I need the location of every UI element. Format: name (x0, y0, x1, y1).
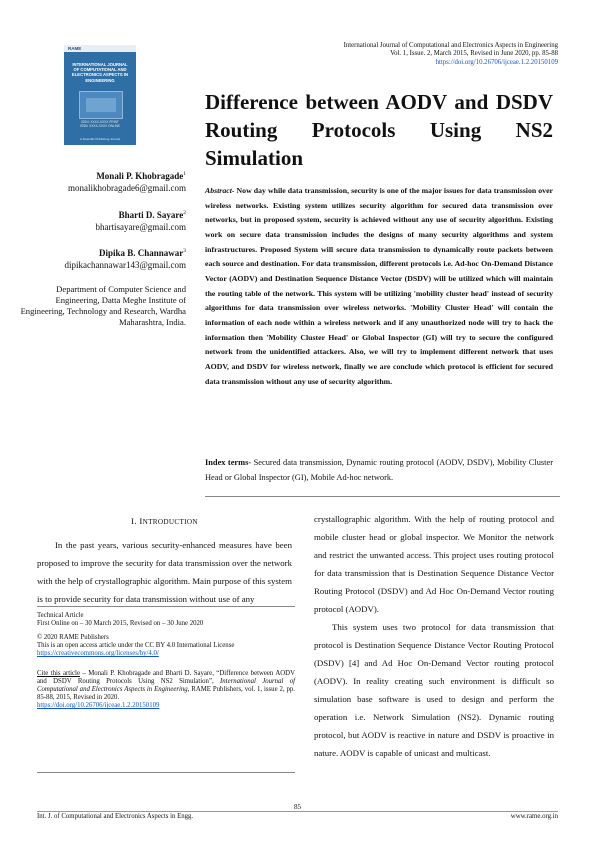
author-name: Dipika B. Channawar (98, 248, 184, 258)
article-type: Technical Article (37, 612, 84, 619)
author-1: Monali P. Khobragade$^1$ monalikhobragade6@gmail.com (67, 171, 186, 193)
footer-divider (37, 811, 558, 812)
citation: Cite this article – Monali P. Khobragade and Bharti D. Sayare, “Difference between AODV and DSDV Routing Protocols Using NS2 Simulation”, International Journal of Computational and Electronics Aspects in Engineering, RAME Publishers, vol. 1, issue 2, pp. 85-88, 2015, Revised in 2020. https://doi.org/10.26706/ijceae.1.2.20150109 (37, 670, 295, 709)
author-name: Monali P. Khobragade (96, 171, 184, 181)
author-affiliation: Department of Computer Science and Engineering, Datta Meghe Institute of Engineering, Technology and Research, Wardha Maharashtra, India. (20, 284, 186, 327)
author-name: Bharti D. Sayare (118, 210, 184, 220)
footnote-bottom-divider (37, 772, 295, 773)
footer-journal: Int. J. of Computational and Electronics Aspects in Engg. (37, 813, 194, 820)
footer-website-link[interactable]: www.rame.org.in (510, 813, 558, 820)
journal-volume: Vol. 1, Issue. 2, March 2015, Revised in June 2020, pp. 85-88 (390, 50, 558, 58)
abstract-label: Abstract- (205, 186, 235, 195)
page-number: 85 (294, 803, 301, 811)
paper-title: Difference between AODV and DSDV Routing Protocols Using NS2 Simulation (205, 90, 553, 170)
author-2: Bharti D. Sayare$^2$ bhartisayare@gmail.com (95, 210, 186, 232)
intro-paragraph: crystallographic algorithm. With the help of routing protocol and mobile cluster head or global inspector. We Monitor the network and restrict the unwanted access. This project uses routing protocol for data transmission that is Destination Sequence Distance Vector Routing Protocol (DSDV) and Ad Hoc On-Demand Vector routing protocol (AODV). (314, 514, 554, 614)
intro-right-column (314, 510, 554, 762)
intro-left-column (37, 536, 292, 608)
publisher-logo: RAME (68, 46, 82, 51)
cover-title: INTERNATIONAL JOURNAL OF COMPUTATIONAL AND ELECTRONICS ASPECTS IN ENGINEERING (71, 62, 129, 83)
journal-header (258, 42, 558, 67)
abstract-text: Now day while data transmission, security is one of the major issues for data transmission over wireless networks. Existing system utilizes security algorithm for secured data transmission over networks, but in proposed system, security is achieved without any use of security algorithm. Existing work on secure data transmission includes the designs of many security algorithms and system infrastructures. Proposed System will secure data transmission to dynamically route packets between each source and destination. For data transmission, different protocols i.e. Ad-hoc On-Demand Distance Vector (AODV) and Destination Sequence Distance Vector (DSDV) will be utilized which will maintain the routing table of the network. This system will be utilizing 'mobility cluster head' instead of security algorithms for data transmission over wireless networks. 'Mobility Cluster Head' will contain the information of each node within a wireless network and if any unauthorized node will try to hack the information then 'Mobility Cluster Head' or Global Inspector (GI) will try to secure the configured network from the unidentified attackers. Also, we will try to implement different network that uses AODV, and DSDV for wireless network, finally we are conclude which protocol is efficient for secured data transmission without any use of security algorithm. (205, 186, 553, 386)
abstract (205, 184, 553, 389)
copyright: © 2020 RAME Publishers (37, 634, 109, 641)
cite-label: Cite this article (37, 670, 80, 677)
article-dates: First Online on – 30 March 2015, Revised on – 30 June 2020 (37, 620, 204, 627)
author-3: Dipika B. Channawar$^3$ dipikachannawar143@gmail.com (64, 248, 186, 270)
citation-doi-link[interactable]: https://doi.org/10.26706/ijceae.1.2.20150109 (37, 702, 160, 709)
license-statement: This is an open access article under the CC BY 4.0 International License https://creativecommons.org/licenses/by/4.0/ (37, 642, 235, 657)
journal-name: International Journal of Computational and Electronics Aspects in Engineering (343, 42, 558, 49)
index-terms-label: Index terms- (205, 458, 252, 467)
index-terms (205, 456, 553, 485)
index-terms-text: Secured data transmission, Dynamic routing protocol (AODV, DSDV), Mobility Cluster Head or Global Inspector (GI), Mobile Ad-hoc network. (205, 458, 553, 482)
footnote-divider (37, 606, 295, 607)
cover-illustration (79, 91, 123, 119)
author-email[interactable]: dipikachannawar143@gmail.com (64, 260, 186, 270)
header-doi-link[interactable]: https://doi.org/10.26706/ijceae.1.2.20150109 (435, 58, 558, 66)
intro-paragraph: This system uses two protocol for data transmission that protocol is Destination Sequence Distance Vector Routing Protocol (DSDV) [4] and Ad Hoc On-Demand Vector routing protocol (AODV). In reality creating such environment is difficult so simulation base software is used to design and perform the operation i.e. Network Simulation (NS2). Dynamic routing protocol, but AODV is reactive in nature and DSDV is proactive in nature. AODV is capable of unicast and multicast. (314, 622, 554, 758)
author-email[interactable]: monalikhobragade6@gmail.com (67, 183, 186, 193)
author-email[interactable]: bhartisayare@gmail.com (95, 222, 186, 232)
journal-cover-image: RAME INTERNATIONAL JOURNAL OF COMPUTATIONAL AND ELECTRONICS ASPECTS IN ENGINEERING ISSN: XXXX-XXXX PRINT ISSN: XXXX-XXXX ONLINE A Scientific Publishing Journal (64, 45, 136, 145)
abstract-divider (205, 496, 560, 497)
section-heading-introduction: I. INTRODUCTION (131, 516, 198, 526)
license-link[interactable]: https://creativecommons.org/licenses/by/4.0/ (37, 650, 159, 657)
intro-paragraph: In the past years, various security-enhanced measures have been proposed to improve the security for data transmission over the network with the help of crystallographic algorithm. Main purpose of this system is to provide security for data transmission without use of any (37, 540, 292, 604)
